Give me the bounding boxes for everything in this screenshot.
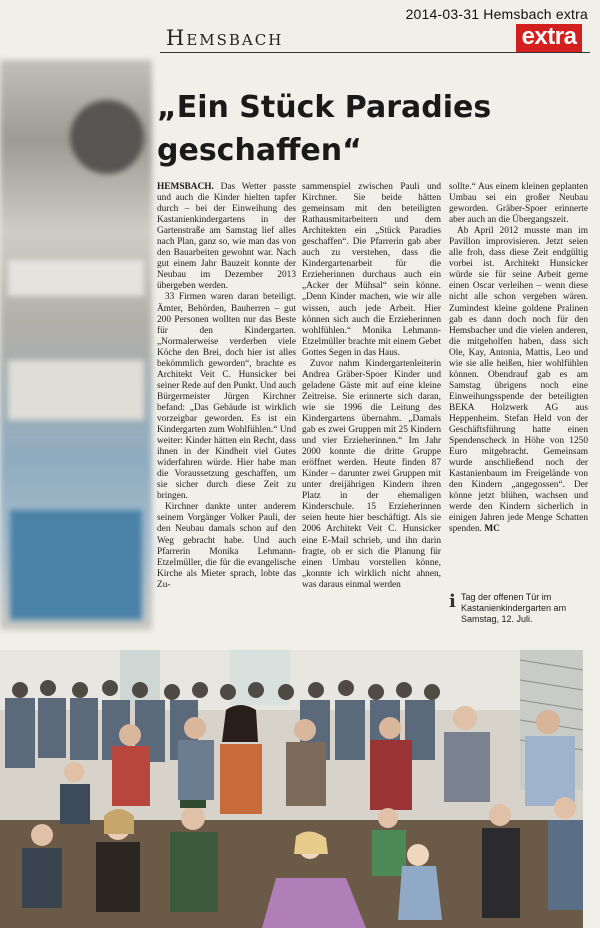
article-body <box>157 182 590 622</box>
photo-illustration <box>0 650 583 928</box>
headline-line-1: „Ein Stück Paradies <box>157 90 492 125</box>
ad-shape <box>8 360 144 420</box>
info-icon: i <box>449 591 456 612</box>
article-column-2 <box>302 182 441 591</box>
paragraph-text: Ab April 2012 musste man im Pavillon improvisieren. Jetzt seien alle froh, dass diese Zeit endgültig vorbei ist. Architekt Hunsicker würde sie für seine Arbeit gerne einen Oscar verleihen – wenn diese nicht alle schon vergeben wären. Zumindest kleine goldene Pralinen gab es dann doch noch für den Hemsbacher und die vielen anderen, die mitgeholfen haben, dass sich Ole, Kay, Antonia, Mattis, Leo und wie sie alle heißen, hier wohlfühlen können. Obendrauf gab es am Samstag übrigens noch eine Einweihungsspende der beteiligten BEKA Holzwerk AG aus Heppenheim. Stefan Held von der Geschäftsführung hatte einen Spendenscheck in Höhe von 1250 Euro mitgebracht. Gemeinsam wurde anschließend noch der Kastanienbaum im Freigelände von den Kindern „angegossen“. Der könne jetzt blühen, wachsen und werde den Kindern sicherlich in einigen Jahren jede Menge Schatten spenden. <box>449 226 588 535</box>
info-box <box>449 592 600 625</box>
blurred-advertisement <box>0 60 152 630</box>
article-headline <box>157 86 587 172</box>
date-stamp: 2014-03-31 Hemsbach extra <box>405 6 588 22</box>
ad-shape <box>10 510 142 620</box>
author-signature: MC <box>484 524 500 535</box>
headline-line-2: geschaffen“ <box>157 133 362 168</box>
ad-shape <box>70 100 144 174</box>
section-title: Hemsbach <box>166 26 284 50</box>
article-column-3 <box>449 182 588 536</box>
info-text: Tag der offenen Tür im Kastanienkindergarten am Samstag, 12. Juli. <box>461 592 567 624</box>
dateline: HEMSBACH. <box>157 182 214 192</box>
paragraph-text: Das Wetter passte und auch die Kinder hielten tapfer durch – bei der Einweihung des Kastanienkindergartens in der Gartenstraße am Samstag lief alles nach Plan, ganz so, wie man das von den Bauarbeiten gewohnt war. Nach gut einem Jahr Bauzeit konnte der Neubau im Dezember 2013 übergeben werden. <box>157 182 296 292</box>
ad-shape <box>8 260 144 296</box>
section-rule <box>160 52 590 53</box>
paragraph: Kirchner dankte unter anderem seinem Vorgänger Volker Pauli, der den Neubau damals schon auf den Weg gebracht habe. Und auch Pfarrerin Monika Lehmann-Etzelmüller, die für die evangelische Kirche als Mieter sprach, lobte das Zu- <box>157 502 296 590</box>
badge-label: extra <box>521 23 577 50</box>
event-photo <box>0 650 583 928</box>
paragraph <box>157 182 296 292</box>
paragraph: sollte.“ Aus einem kleinen geplanten Umbau sei ein großer Neubau geworden. Gräber-Spoer erinnerte aber auch an die Übergangszeit. <box>449 182 588 226</box>
paragraph: Zuvor nahm Kindergartenleiterin Andrea Gräber-Spoer Kinder und geladene Gäste mit auf eine kleine Zeitreise. Sie erinnerte sich daran, wie sie 1996 die Leitung des Kindergartens übernahm. „Damals gab es zwei Gruppen mit 25 Kindern und vier Erzieherinnen.“ Im Jahr 2000 konnte die dritte Gruppe eröffnet werden. Heute finden 87 Kinder – darunter zwei Gruppen mit unter dreijährigen Kindern ihren Platz in der ehemaligen Kinderschule. 15 Erzieherinnen seien heute hier beschäftigt. Als sie 2006 Architekt Veit C. Hunsicker eine E-Mail schrieb, und ihn darin fragte, ob er sich die Planung für einen Umbau vorstellen könne, „konnte ich wirklich nicht ahnen, was daraus einmal werden <box>302 358 441 590</box>
paragraph: sammenspiel zwischen Pauli und Kirchner. Sie beide hätten gemeinsam mit den beteiligten Rathausmitarbeitern und dem Architekten ein „Stück Paradies geschaffen“. Die Pfarrerin gab aber auch zu verstehen, dass die Kindergartenarbeit für die Erzieherinnen durchaus auch ein „Acker der Mühsal“ sein könne. „Denn Kinder machen, wie wir alle wissen, auch jede Arbeit. Hier können sich auch die Erzieherinnen wohlfühlen.“ Monika Lehmann-Etzelmüller brachte mit einem Gebet Gottes Segen in das Haus. <box>302 182 441 358</box>
paragraph: 33 Firmen waren daran beteiligt. Ämter, Behörden, Bauherren – gut 200 Personen wollten nur das Beste für den Kindergarten. „Normalerweise verderben viele Köche den Brei, doch hier ist alles bekömmlich geworden“, brachte es Architekt Veit C. Hunsicker bei seiner Rede auf den Punkt. Und auch Bürgermeister Jürgen Kirchner befand: „Das Gebäude ist wirklich vorzeigbar geworden. Es ist ein Kindergarten zum Wohlfühlen.“ Und weiter: Kinder hätten ein Recht, dass ihnen in der Kindheit viel Gutes widerfahren würde. Hier habe man die Voraussetzung geschaffen, um sie sicher durch diese Zeit zu bringen. <box>157 292 296 502</box>
extra-badge <box>516 24 582 52</box>
article-column-1 <box>157 182 296 591</box>
paragraph <box>449 226 588 535</box>
